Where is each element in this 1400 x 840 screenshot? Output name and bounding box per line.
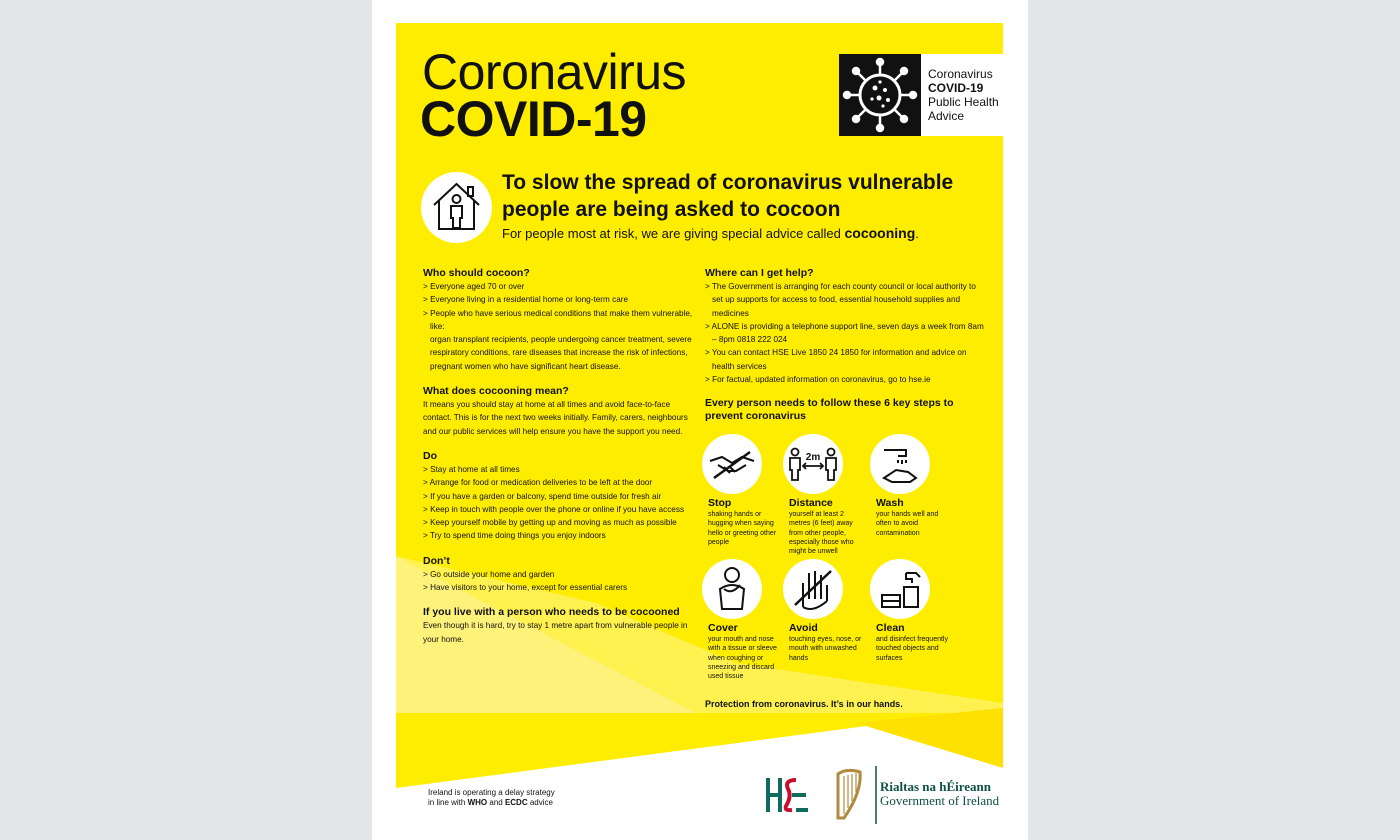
step-cover — [702, 559, 786, 681]
list-item: > The Government is arranging for each county council or local authority to set up supports for access to food, essential household supplies and medicines — [705, 280, 985, 320]
list-item: > For factual, updated information on coronavirus, go to hse.ie — [705, 373, 985, 386]
title-coronavirus: Coronavirus — [422, 44, 687, 100]
footer-prefix: in line with — [428, 798, 468, 807]
right-column — [705, 266, 985, 423]
footer-who: WHO — [467, 798, 488, 807]
step-avoid — [783, 559, 867, 663]
government-of-ireland-text — [880, 780, 999, 808]
key-steps-grid — [702, 434, 992, 689]
step-desc: yourself at least 2 metres (6 feet) away from other people, especially those who might be unwell — [789, 511, 854, 556]
who-title: Who should cocoon? — [423, 267, 530, 279]
harp-emblem-icon — [832, 766, 880, 831]
section-meaning — [423, 384, 693, 438]
subheadline-text: For people most at risk, we are giving special advice called — [502, 226, 845, 241]
distance-2m-icon — [783, 434, 843, 494]
list-item: > Try to spend time doing things you enjoy indoors — [423, 529, 693, 542]
list-item: > Have visitors to your home, except for essential carers — [423, 581, 693, 594]
step-clean — [870, 559, 954, 663]
do-title: Do — [423, 449, 437, 462]
badge-line2: COVID-19 — [928, 81, 984, 95]
footer-line2 — [428, 798, 555, 808]
tagline: Protection from coronavirus. It’s in our hands. — [705, 699, 903, 709]
step-label: Clean — [876, 622, 905, 634]
public-health-badge — [839, 54, 1003, 136]
title-covid19: COVID-19 — [420, 91, 647, 147]
gov-line-irish: Rialtas na hÉireann — [880, 779, 992, 794]
live-with-title: If you live with a person who needs to be cocooned — [423, 606, 680, 619]
headline: To slow the spread of coronavirus vulnerable people are being asked to cocoon — [502, 171, 954, 221]
badge-line1: Coronavirus — [928, 67, 993, 81]
house-person-icon — [421, 172, 492, 243]
list-item: > If you have a garden or balcony, spend time outside for fresh air — [423, 490, 693, 503]
no-touch-hand-icon — [783, 559, 843, 619]
covid-poster — [396, 23, 1003, 788]
footer-line1: Ireland is operating a delay strategy — [428, 788, 555, 797]
hse-logo-icon — [762, 776, 810, 819]
step-desc: your mouth and nose with a tissue or sleeve when coughing or sneezing and discard used tissue — [708, 636, 777, 681]
meaning-text: It means you should stay at home at all times and avoid face-to-face contact. This is for the next two weeks initially. Family, carers, neighbours and our public services will help ensure you have the support you need. — [423, 400, 688, 436]
step-wash — [870, 434, 954, 538]
gov-line-english: Government of Ireland — [880, 793, 1000, 808]
subheadline — [502, 225, 1002, 242]
distance-icon-label: 2m — [805, 452, 821, 463]
dont-title: Don’t — [423, 554, 450, 567]
footer-ecdc: ECDC — [504, 798, 528, 807]
handshake-crossed-icon — [702, 434, 762, 494]
step-label: Cover — [708, 622, 738, 634]
left-column — [423, 266, 693, 657]
step-desc: and disinfect frequently touched objects and surfaces — [876, 636, 948, 662]
list-item: > Arrange for food or medication deliveries to be left at the door — [423, 476, 693, 489]
virus-icon — [839, 54, 921, 136]
list-item: > Stay at home at all times — [423, 463, 693, 476]
section-live-with — [423, 605, 693, 646]
meaning-title: What does cocooning mean? — [423, 385, 569, 398]
step-desc: your hands well and often to avoid contamination — [876, 511, 939, 537]
footer-delay-strategy — [428, 788, 555, 808]
section-do — [423, 449, 693, 543]
step-label: Distance — [789, 497, 833, 509]
section-help — [705, 266, 985, 386]
subheadline-suffix: . — [915, 226, 919, 241]
list-item: > People who have serious medical conditions that make them vulnerable, like: — [423, 307, 693, 334]
section-who — [423, 266, 693, 373]
who-detail: organ transplant recipients, people undergoing cancer treatment, severe respiratory conditions, rare diseases that increase the risk of infections, pregnant women who have significant heart disease. — [430, 335, 692, 371]
step-label: Wash — [876, 497, 904, 509]
live-with-text: Even though it is hard, try to stay 1 metre apart from vulnerable people in your home. — [423, 621, 688, 644]
section-dont — [423, 554, 693, 595]
step-stop — [702, 434, 786, 547]
list-item: > Everyone living in a residential home or long-term care — [423, 293, 693, 306]
step-label: Stop — [708, 497, 732, 509]
subheadline-bold: cocooning — [844, 225, 916, 241]
list-item: > ALONE is providing a telephone support line, seven days a week from 8am – 8pm 0818 222 024 — [705, 320, 985, 347]
step-distance — [783, 434, 867, 556]
list-item: > You can contact HSE Live 1850 24 1850 for information and advice on health services — [705, 346, 985, 373]
list-item: > Keep yourself mobile by getting up and moving as much as possible — [423, 516, 693, 529]
cough-cover-icon — [702, 559, 762, 619]
step-label: Avoid — [789, 622, 818, 634]
list-item: > Keep in touch with people over the phone or online if you have access — [423, 503, 693, 516]
spray-clean-icon — [870, 559, 930, 619]
step-desc: touching eyes, nose, or mouth with unwashed hands — [789, 636, 862, 662]
list-item: > Go outside your home and garden — [423, 568, 693, 581]
list-item: > Everyone aged 70 or over — [423, 280, 693, 293]
step-desc: shaking hands or hugging when saying hello or greeting other people — [708, 511, 777, 546]
badge-line4: Advice — [928, 109, 965, 123]
hand-wash-icon — [870, 434, 930, 494]
badge-line3: Public Health — [928, 95, 999, 109]
footer-suffix: advice — [527, 798, 553, 807]
footer-and: and — [487, 798, 505, 807]
help-title: Where can I get help? — [705, 267, 814, 279]
steps-title: Every person needs to follow these 6 key steps to prevent coronavirus — [705, 397, 954, 423]
badge-text — [928, 67, 999, 123]
